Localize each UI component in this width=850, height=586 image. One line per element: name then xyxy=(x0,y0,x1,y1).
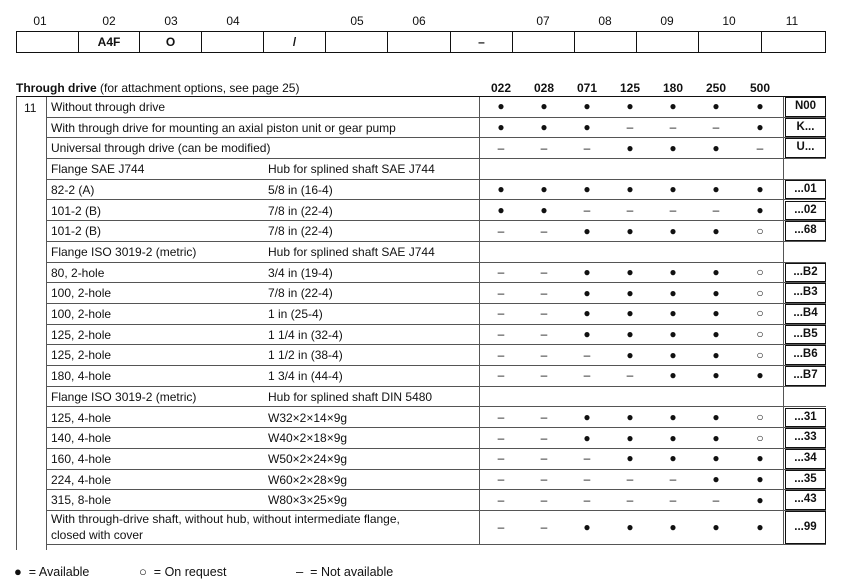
availability-cell: ● xyxy=(626,223,634,238)
row-label: 101-2 (B) xyxy=(51,203,102,218)
type-code-cell xyxy=(513,31,575,53)
availability-cell: – xyxy=(583,368,591,383)
availability-cell: – xyxy=(583,492,591,507)
availability-cell: – xyxy=(583,140,591,155)
row-label: 125, 4-hole xyxy=(51,410,112,425)
availability-cell: ● xyxy=(712,471,720,486)
ordering-code: U... xyxy=(785,138,826,158)
ordering-code: ...B6 xyxy=(785,345,826,365)
group-header-row xyxy=(47,159,826,180)
section-title xyxy=(16,81,299,95)
availability-cell: – xyxy=(497,140,505,155)
availability-cell: ● xyxy=(669,99,677,114)
type-code-position: 07 xyxy=(536,14,550,28)
availability-cell: ● xyxy=(583,327,591,342)
availability-cell: – xyxy=(540,327,548,342)
size-header: 028 xyxy=(533,81,555,95)
row-label: 100, 2-hole xyxy=(51,286,112,301)
availability-cell: ● xyxy=(669,520,677,534)
row-label: 101-2 (B) xyxy=(51,224,102,239)
availability-cell: ● xyxy=(669,368,677,383)
ordering-code: ...31 xyxy=(785,408,826,428)
row-label: Flange ISO 3019-2 (metric) xyxy=(51,389,197,404)
availability-cell: – xyxy=(669,492,677,507)
type-code-cell xyxy=(16,31,79,53)
row-label: 160, 4-hole xyxy=(51,451,112,466)
availability-cell: – xyxy=(626,492,634,507)
availability-cell: – xyxy=(497,409,505,424)
row-label: 315, 8-hole xyxy=(51,493,112,508)
legend-symbol: ● xyxy=(14,564,22,579)
availability-cell: ● xyxy=(669,409,677,424)
hub-spec: 5/8 in (16-4) xyxy=(268,182,333,197)
availability-cell: ● xyxy=(712,306,720,321)
table-row xyxy=(47,263,826,284)
hub-spec: Hub for splined shaft DIN 5480 xyxy=(268,389,433,404)
availability-cell: ● xyxy=(583,182,591,197)
type-code-cell: O xyxy=(140,31,202,53)
ordering-code: ...33 xyxy=(785,428,826,448)
table-row xyxy=(47,138,826,159)
type-code-cell xyxy=(326,31,388,53)
type-code-position: 08 xyxy=(598,14,612,28)
legend-text: = Available xyxy=(21,565,90,579)
type-code-position: 03 xyxy=(164,14,178,28)
availability-cell: – xyxy=(540,306,548,321)
row-label: Flange ISO 3019-2 (metric) xyxy=(51,244,197,259)
availability-cell: ● xyxy=(540,182,548,197)
ordering-code: ...34 xyxy=(785,449,826,469)
type-code-position: 01 xyxy=(33,14,47,28)
availability-cell: ● xyxy=(712,327,720,342)
row-label: With through drive for mounting an axial piston unit or gear pump xyxy=(51,120,396,135)
section-note: (for attachment options, see page 25) xyxy=(100,81,300,95)
hub-spec: 1 1/2 in (38-4) xyxy=(268,348,343,363)
availability-cell: – xyxy=(626,120,634,135)
availability-cell: – xyxy=(540,451,548,466)
size-header: 500 xyxy=(749,81,771,95)
type-code-cell: – xyxy=(451,31,513,53)
availability-cell: – xyxy=(712,120,720,135)
hub-spec: W50×2×24×9g xyxy=(268,451,348,466)
availability-cell: – xyxy=(497,430,505,445)
availability-cell: – xyxy=(497,368,505,383)
availability-cell: – xyxy=(497,264,505,279)
type-code-position: 06 xyxy=(412,14,426,28)
table-row xyxy=(47,470,826,491)
availability-cell: ● xyxy=(583,223,591,238)
availability-cell: ● xyxy=(626,409,634,424)
availability-cell: – xyxy=(540,223,548,238)
type-code-position: 05 xyxy=(350,14,364,28)
table-row xyxy=(47,325,826,346)
availability-cell: – xyxy=(540,492,548,507)
ordering-code: ...68 xyxy=(785,221,826,241)
table-row xyxy=(47,304,826,325)
hub-spec: 1 in (25-4) xyxy=(268,307,323,321)
table-row xyxy=(47,97,826,118)
type-code-cell xyxy=(699,31,762,53)
legend-symbol: – xyxy=(296,564,304,579)
availability-cell: ● xyxy=(712,368,720,383)
availability-cell: – xyxy=(712,492,720,507)
availability-cell: ● xyxy=(583,264,591,279)
availability-cell: ● xyxy=(540,202,548,217)
hub-spec: Hub for splined shaft SAE J744 xyxy=(268,244,435,259)
table-row xyxy=(47,490,826,511)
availability-cell: – xyxy=(497,285,505,300)
availability-cell: ● xyxy=(626,347,634,362)
section-title-text: Through drive xyxy=(16,81,97,95)
size-header: 022 xyxy=(490,81,512,95)
row-label: 80, 2-hole xyxy=(51,265,105,280)
hub-spec: 3/4 in (19-4) xyxy=(268,265,333,280)
availability-cell: ○ xyxy=(756,285,764,300)
ordering-code: ...B3 xyxy=(785,283,826,303)
availability-cell: ● xyxy=(756,451,764,466)
availability-cell: ● xyxy=(669,347,677,362)
type-code-cell xyxy=(637,31,699,53)
availability-cell: ● xyxy=(626,451,634,466)
type-code-cell xyxy=(202,31,264,53)
ordering-code: N00 xyxy=(785,97,826,117)
availability-cell: ● xyxy=(712,285,720,300)
availability-cell: ● xyxy=(756,202,764,217)
availability-cell: – xyxy=(497,471,505,486)
ordering-code: ...01 xyxy=(785,180,826,200)
row-label: 180, 4-hole xyxy=(51,369,112,384)
hub-spec: 7/8 in (22-4) xyxy=(268,224,333,239)
availability-cell: ● xyxy=(712,223,720,238)
size-header: 125 xyxy=(619,81,641,95)
availability-cell: – xyxy=(669,120,677,135)
availability-cell: ● xyxy=(712,99,720,114)
availability-cell: ○ xyxy=(756,347,764,362)
row-label: 140, 4-hole xyxy=(51,431,112,446)
availability-cell: ● xyxy=(583,306,591,321)
ordering-code: ...35 xyxy=(785,470,826,490)
availability-cell: ● xyxy=(497,120,505,135)
availability-cell: ● xyxy=(669,223,677,238)
availability-cell: – xyxy=(756,140,764,155)
hub-spec: W40×2×18×9g xyxy=(268,431,348,446)
availability-cell: ● xyxy=(540,120,548,135)
availability-cell: ● xyxy=(540,99,548,114)
table-row xyxy=(47,118,826,139)
type-code-cell xyxy=(388,31,451,53)
availability-cell: ● xyxy=(756,471,764,486)
row-label: 125, 2-hole xyxy=(51,348,112,363)
group-header-row xyxy=(47,242,826,263)
availability-cell: ● xyxy=(583,430,591,445)
legend-text: = On request xyxy=(146,565,227,579)
availability-cell: ● xyxy=(626,306,634,321)
availability-cell: ● xyxy=(626,182,634,197)
availability-cell: ● xyxy=(712,520,720,534)
availability-cell: ○ xyxy=(756,430,764,445)
hub-spec: 7/8 in (22-4) xyxy=(268,203,333,218)
row-label: 224, 4-hole xyxy=(51,472,112,487)
availability-cell: ● xyxy=(583,409,591,424)
availability-cell: ● xyxy=(712,182,720,197)
table-row xyxy=(47,201,826,222)
hub-spec: Hub for splined shaft SAE J744 xyxy=(268,162,435,177)
availability-cell: – xyxy=(540,409,548,424)
availability-cell: ● xyxy=(583,99,591,114)
availability-cell: ● xyxy=(756,368,764,383)
availability-cell: ● xyxy=(712,451,720,466)
table-row xyxy=(47,408,826,429)
availability-cell: ● xyxy=(756,99,764,114)
availability-cell: – xyxy=(712,202,720,217)
table-row xyxy=(47,221,826,242)
availability-cell: – xyxy=(540,368,548,383)
group-header-row xyxy=(47,387,826,408)
availability-cell: – xyxy=(669,471,677,486)
availability-cell: ● xyxy=(669,264,677,279)
availability-cell: ● xyxy=(626,520,634,534)
availability-cell: ● xyxy=(669,182,677,197)
availability-cell: ● xyxy=(583,120,591,135)
availability-cell: ● xyxy=(626,264,634,279)
availability-cell: ● xyxy=(497,99,505,114)
availability-cell: ● xyxy=(626,140,634,155)
type-code-position: 09 xyxy=(660,14,674,28)
type-code-position: 04 xyxy=(226,14,240,28)
availability-cell: ● xyxy=(712,264,720,279)
ordering-code: ...99 xyxy=(785,511,826,544)
availability-cell: – xyxy=(669,202,677,217)
ordering-code: ...B7 xyxy=(785,366,826,386)
availability-cell: – xyxy=(497,451,505,466)
table-row xyxy=(47,428,826,449)
availability-cell: ● xyxy=(712,430,720,445)
availability-cell: – xyxy=(583,347,591,362)
availability-cell: – xyxy=(626,368,634,383)
table-divider xyxy=(479,97,480,545)
availability-cell: ○ xyxy=(756,327,764,342)
availability-cell: – xyxy=(540,285,548,300)
ordering-code: ...B4 xyxy=(785,304,826,324)
availability-cell: ● xyxy=(712,140,720,155)
availability-cell: ● xyxy=(756,182,764,197)
availability-cell: ● xyxy=(626,285,634,300)
hub-spec: 1 3/4 in (44-4) xyxy=(268,369,343,384)
legend-item xyxy=(14,564,89,579)
row-label: 82-2 (A) xyxy=(51,182,95,197)
legend-symbol: ○ xyxy=(139,564,147,579)
size-header: 250 xyxy=(705,81,727,95)
availability-cell: ● xyxy=(497,182,505,197)
ordering-code: ...02 xyxy=(785,201,826,221)
size-header: 180 xyxy=(662,81,684,95)
availability-cell: ○ xyxy=(756,264,764,279)
availability-cell: ● xyxy=(669,140,677,155)
availability-cell: ● xyxy=(669,306,677,321)
row-label: Flange SAE J744 xyxy=(51,162,145,177)
legend-text: = Not available xyxy=(303,565,394,579)
availability-cell: ● xyxy=(712,409,720,424)
ordering-code: K... xyxy=(785,118,826,138)
table-divider xyxy=(783,97,784,545)
table-row xyxy=(47,283,826,304)
row-label: Without through drive xyxy=(51,100,166,114)
type-code-position: 10 xyxy=(722,14,736,28)
availability-cell: – xyxy=(540,471,548,486)
availability-cell: ● xyxy=(669,285,677,300)
type-code-cell: A4F xyxy=(79,31,140,53)
availability-cell: ● xyxy=(497,202,505,217)
size-header: 071 xyxy=(576,81,598,95)
table-row xyxy=(47,180,826,201)
availability-cell: ● xyxy=(669,327,677,342)
availability-cell: ● xyxy=(583,520,591,534)
type-code-cell: / xyxy=(264,31,326,53)
legend-item xyxy=(139,564,226,579)
availability-cell: – xyxy=(497,520,505,534)
availability-cell: ● xyxy=(626,430,634,445)
row-label: Universal through drive (can be modified) xyxy=(51,141,271,156)
row-label: 100, 2-hole xyxy=(51,307,112,321)
type-code-position: 02 xyxy=(102,14,116,28)
hub-spec: W60×2×28×9g xyxy=(268,472,348,487)
availability-cell: ● xyxy=(756,520,764,534)
availability-cell: ● xyxy=(756,120,764,135)
hub-spec: 7/8 in (22-4) xyxy=(268,286,333,301)
availability-cell: ● xyxy=(626,99,634,114)
availability-cell: ● xyxy=(583,285,591,300)
option-number-column xyxy=(16,97,47,550)
table-row xyxy=(47,449,826,470)
type-code-position: 11 xyxy=(785,14,799,28)
hub-spec: 1 1/4 in (32-4) xyxy=(268,327,343,342)
availability-cell: ● xyxy=(626,327,634,342)
availability-cell: – xyxy=(626,471,634,486)
availability-cell: ○ xyxy=(756,409,764,424)
availability-cell: ○ xyxy=(756,306,764,321)
ordering-code: ...43 xyxy=(785,490,826,510)
availability-cell: – xyxy=(540,520,548,534)
row-label: With through-drive shaft, without hub, without intermediate flange, xyxy=(51,512,400,526)
type-code-cell xyxy=(575,31,637,53)
table-row xyxy=(47,345,826,366)
availability-cell: – xyxy=(626,202,634,217)
availability-cell: – xyxy=(497,492,505,507)
availability-cell: – xyxy=(497,306,505,321)
availability-cell: ● xyxy=(712,347,720,362)
availability-cell: ○ xyxy=(756,223,764,238)
legend-item xyxy=(296,564,393,579)
availability-cell: – xyxy=(583,471,591,486)
table-row xyxy=(47,366,826,387)
availability-cell: – xyxy=(540,430,548,445)
hub-spec: W80×3×25×9g xyxy=(268,493,348,508)
type-code-cell xyxy=(762,31,826,53)
availability-cell: ● xyxy=(669,451,677,466)
availability-cell: – xyxy=(540,140,548,155)
availability-cell: – xyxy=(583,451,591,466)
hub-spec: W32×2×14×9g xyxy=(268,410,348,425)
availability-cell: – xyxy=(583,202,591,217)
availability-cell: – xyxy=(540,264,548,279)
row-label-continued: closed with cover xyxy=(51,528,144,542)
availability-cell: – xyxy=(497,223,505,238)
table-row xyxy=(47,511,826,545)
availability-cell: – xyxy=(497,327,505,342)
ordering-code: ...B5 xyxy=(785,325,826,345)
option-number: 11 xyxy=(24,101,37,115)
availability-cell: – xyxy=(540,347,548,362)
row-label: 125, 2-hole xyxy=(51,327,112,342)
availability-cell: ● xyxy=(756,492,764,507)
ordering-code: ...B2 xyxy=(785,263,826,283)
availability-cell: ● xyxy=(669,430,677,445)
availability-cell: – xyxy=(497,347,505,362)
